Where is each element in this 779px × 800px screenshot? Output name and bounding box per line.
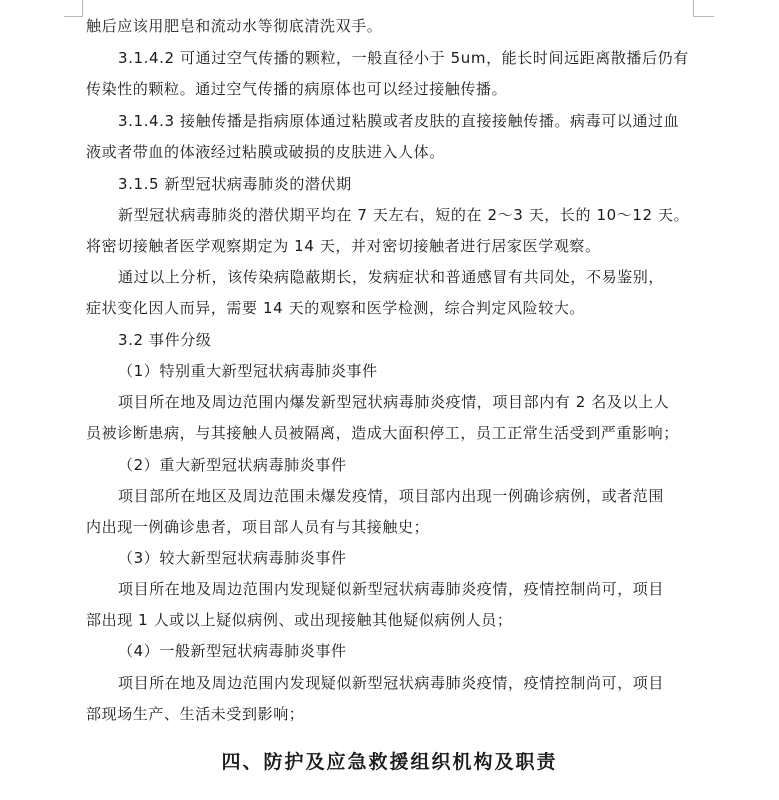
paragraph-line: 项目所在地及周边范围内爆发新型冠状病毒肺炎疫情，项目部内有 2 名及以上人 [118,393,670,411]
paragraph-line: 项目所在地及周边范围内发现疑似新型冠状病毒肺炎疫情，疫情控制尚可，项目 [118,580,665,598]
paragraph-line: 项目部所在地区及周边范围未爆发疫情，项目部内出现一例确诊病例，或者范围 [118,487,665,505]
subheading: 3.2 事件分级 [118,331,212,349]
paragraph-line: 症状变化因人而异，需要 14 天的观察和医学检测，综合判定风险较大。 [86,299,586,317]
paragraph-line: 触后应该用肥皂和流动水等彻底清洗双手。 [86,17,383,35]
page-corner-mark-right [693,0,714,17]
subheading: （1）特别重大新型冠状病毒肺炎事件 [118,362,378,380]
paragraph-line: 部现场生产、生活未受到影响； [86,705,305,723]
subheading: （4）一般新型冠状病毒肺炎事件 [118,642,347,660]
page-corner-mark-left [64,0,83,17]
paragraph-line: 通过以上分析，该传染病隐蔽期长，发病症状和普通感冒有共同处，不易鉴别， [118,268,665,286]
paragraph-line: 新型冠状病毒肺炎的潜伏期平均在 7 天左右，短的在 2～3 天，长的 10～12 天。 [118,206,690,224]
subheading: （3）较大新型冠状病毒肺炎事件 [118,549,347,567]
section-title: 四、防护及应急救援组织机构及职责 [221,751,558,773]
paragraph-line: 内出现一例确诊患者，项目部人员有与其接触史； [86,518,430,536]
paragraph-line: 将密切接触者医学观察期定为 14 天，并对密切接触者进行居家医学观察。 [86,237,601,255]
paragraph-line: 员被诊断患病，与其接触人员被隔离，造成大面积停工，员工正常生活受到严重影响； [86,424,679,442]
subheading: 3.1.5 新型冠状病毒肺炎的潜伏期 [118,175,352,193]
paragraph-line: 传染性的颗粒。通过空气传播的病原体也可以经过接触传播。 [86,80,508,98]
paragraph-line: 3.1.4.3 接触传播是指病原体通过粘膜或者皮肤的直接接触传播。病毒可以通过血 [118,112,680,130]
subheading: （2）重大新型冠状病毒肺炎事件 [118,456,347,474]
paragraph-line: 3.1.4.2 可通过空气传播的颗粒，一般直径小于 5um，能长时间远距离散播后仍有 [118,49,689,67]
paragraph-line: 液或者带血的体液经过粘膜或破损的皮肤进入人体。 [86,143,445,161]
paragraph-line: 项目所在地及周边范围内发现疑似新型冠状病毒肺炎疫情，疫情控制尚可，项目 [118,674,665,692]
paragraph-line: 部出现 1 人或以上疑似病例、或出现接触其他疑似病例人员； [86,611,513,629]
